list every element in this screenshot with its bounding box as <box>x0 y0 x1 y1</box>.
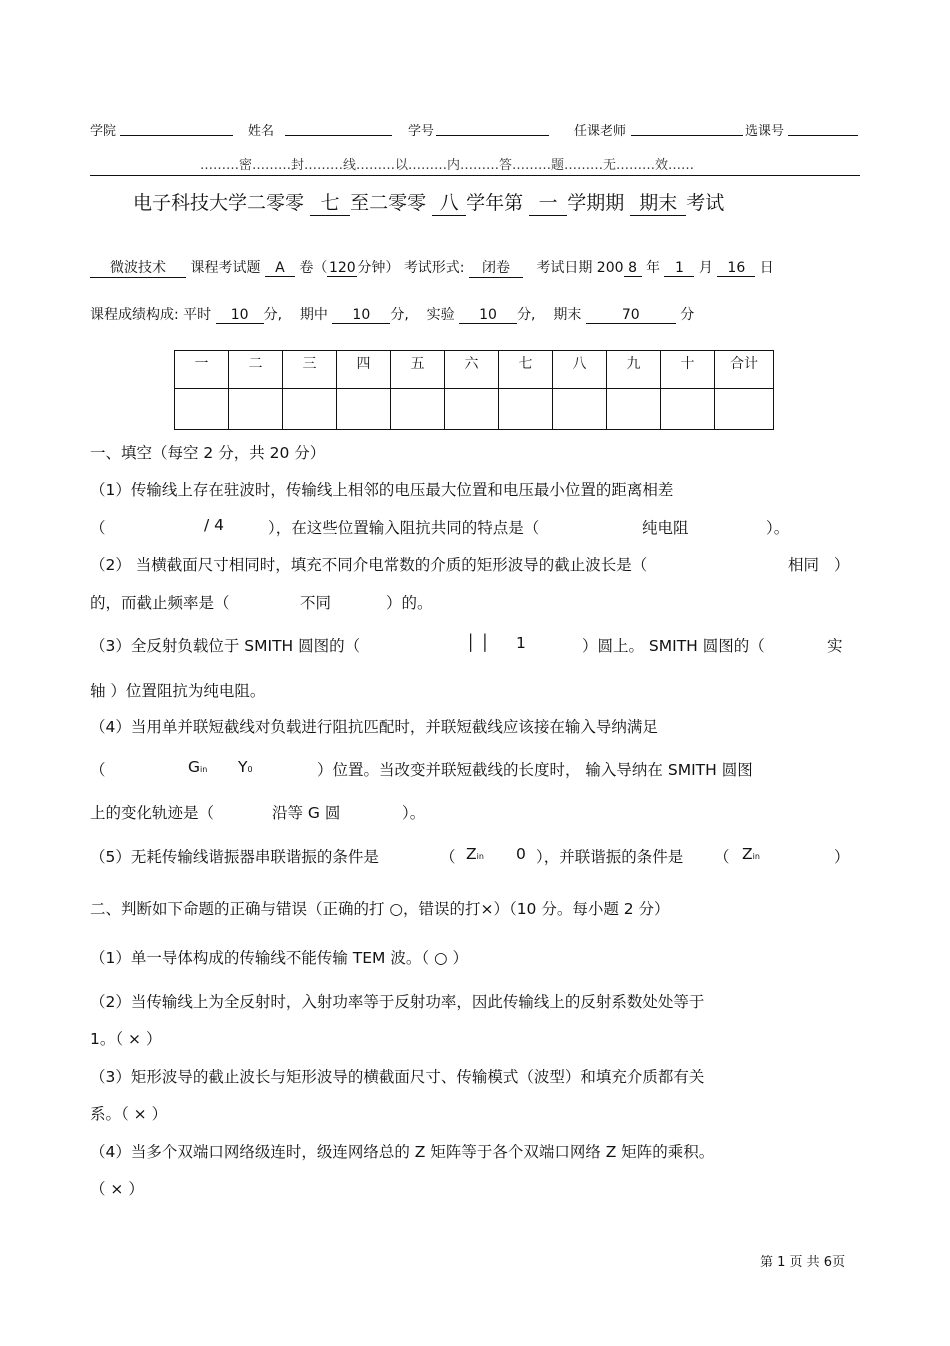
section1-heading: 一、填空（每空 2 分，共 20 分） <box>90 444 326 462</box>
s1-q4-answer2: 沿等 G 圆 <box>272 804 341 822</box>
s1-q5-open1: （ <box>440 848 456 866</box>
grading-mid: 10 <box>332 307 390 324</box>
s2-q2-line2: 1。（ × ） <box>90 1030 162 1048</box>
title-mid2: 学年第 <box>466 192 524 214</box>
score-header-5: 五 <box>391 351 445 389</box>
s1-q2-line2b: ）的。 <box>386 594 433 612</box>
title-year1: 七 <box>310 188 350 216</box>
s2-q1: （1）单一导体构成的传输线不能传输 TEM 波。（ ○ ） <box>90 949 468 967</box>
title-year2: 八 <box>432 188 466 216</box>
s1-q3-abs-bars: │ │ <box>466 634 490 652</box>
s1-q4-open: （ <box>90 761 106 779</box>
score-cell-1[interactable] <box>175 389 229 430</box>
grading-lab-label: 实验 <box>426 307 455 323</box>
grading-final: 70 <box>586 307 676 324</box>
score-header-8: 八 <box>553 351 607 389</box>
s1-q4-g-symbol <box>188 758 207 776</box>
exam-month: 1 <box>664 260 694 277</box>
s1-q3-part2: ）圆上。 SMITH 圆图的（ <box>582 637 765 655</box>
form-label: 考试形式: <box>403 260 465 276</box>
score-table-header-row <box>175 351 774 389</box>
score-header-2: 二 <box>229 351 283 389</box>
s1-q1-open: （ <box>90 519 106 537</box>
s2-q2-line1: （2）当传输线上为全反射时，入射功率等于反射功率，因此传输线上的反射系数处处等于 <box>90 993 705 1011</box>
s1-q5-close: ） <box>834 848 850 866</box>
grading-line <box>90 304 694 324</box>
s1-q4-y-sub: 0 <box>247 765 253 774</box>
s1-q4-g-sub: in <box>200 765 208 774</box>
grading-unit2: 分, <box>390 307 409 323</box>
s1-q1-close: ）。 <box>766 519 790 537</box>
paper-version: A <box>265 260 295 277</box>
year-prefix: 200 <box>596 260 624 276</box>
day-label: 日 <box>759 260 774 276</box>
section2-heading: 二、判断如下命题的正确与错误（正确的打 ○，错误的打×）（10 分。每小题 2 分） <box>90 900 670 918</box>
college-field[interactable] <box>120 135 233 136</box>
s1-q5-z1-symbol <box>466 845 484 863</box>
score-header-6: 六 <box>445 351 499 389</box>
s1-q4-line3b: ）。 <box>402 804 426 822</box>
title-prefix: 电子科技大学二零零 <box>133 192 305 214</box>
teacher-label: 任课老师 <box>574 124 627 139</box>
grading-unit4: 分 <box>680 307 695 323</box>
exam-form: 闭卷 <box>469 257 523 278</box>
s1-q2-answer1: 相同 <box>788 556 820 574</box>
s1-q1-line1: （1）传输线上存在驻波时，传输线上相邻的电压最大位置和电压最小位置的距离相差 <box>90 481 674 499</box>
score-cell-8[interactable] <box>553 389 607 430</box>
score-header-10: 十 <box>661 351 715 389</box>
name-field[interactable] <box>285 135 392 136</box>
s1-q5-open2: （ <box>714 848 730 866</box>
s1-q3-line2: 轴 ）位置阻抗为纯电阻。 <box>90 682 266 700</box>
course-label: 课程考试题 <box>190 260 261 276</box>
s2-q4-line1: （4）当多个双端口网络级连时，级连网络总的 Z 矩阵等于各个双端口网络 Z 矩阵的乘积。 <box>90 1143 715 1161</box>
grading-final-label: 期末 <box>553 307 582 323</box>
s2-q3-line2: 系。（ × ） <box>90 1105 168 1123</box>
exam-info-line <box>90 257 774 278</box>
date-label: 考试日期 <box>536 260 593 276</box>
s1-q4-line3a: 上的变化轨迹是（ <box>90 804 215 822</box>
college-label: 学院 <box>90 124 117 139</box>
s2-q3-line1: （3）矩形波导的截止波长与矩形波导的横截面尺寸、传输模式（波型）和填充介质都有关 <box>90 1068 705 1086</box>
exam-day: 16 <box>717 260 755 277</box>
score-header-4: 四 <box>337 351 391 389</box>
s1-q4-line1: （4）当用单并联短截线对负载进行阻抗匹配时，并联短截线应该接在输入导纳满足 <box>90 718 658 736</box>
minutes-label: 分钟） <box>357 260 400 276</box>
score-table <box>174 350 774 430</box>
s1-q4-y: Y <box>238 758 248 776</box>
month-label: 月 <box>698 260 713 276</box>
s1-q3-answer: 1 <box>516 634 526 652</box>
name-label: 姓名 <box>248 124 275 139</box>
s1-q2-answer2: 不同 <box>300 594 332 612</box>
score-header-1: 一 <box>175 351 229 389</box>
score-cell-2[interactable] <box>229 389 283 430</box>
score-cell-4[interactable] <box>337 389 391 430</box>
s1-q1-answer2: 纯电阻 <box>642 519 689 537</box>
score-header-7: 七 <box>499 351 553 389</box>
grading-regular: 10 <box>216 307 264 324</box>
student-id-label: 学号 <box>408 124 435 139</box>
grading-unit1: 分, <box>263 307 283 323</box>
s1-q2-line2a: 的，而截止频率是（ <box>90 594 230 612</box>
s1-q2-close1: ） <box>834 556 850 574</box>
s1-q5-z2: Z <box>742 845 753 863</box>
s1-q5-part2: ），并联谐振的条件是 <box>536 848 684 866</box>
score-cell-6[interactable] <box>445 389 499 430</box>
s1-q4-y-symbol <box>238 758 253 776</box>
score-header-3: 三 <box>283 351 337 389</box>
title-suffix: 考试 <box>686 192 725 214</box>
s1-q4-mid: ）位置。当改变并联短截线的长度时， 输入导纳在 SMITH 圆图 <box>317 761 753 779</box>
s1-q3-part3: 实 <box>827 637 843 655</box>
score-cell-total[interactable] <box>715 389 774 430</box>
s1-q1-answer1: / 4 <box>204 516 225 534</box>
year-label: 年 <box>645 260 660 276</box>
s1-q5-z2-sub: in <box>752 852 760 861</box>
score-header-9: 九 <box>607 351 661 389</box>
score-cell-5[interactable] <box>391 389 445 430</box>
s1-q5-part1: （5）无耗传输线谐振器串联谐振的条件是 <box>90 848 379 866</box>
s1-q4-g: G <box>188 758 201 776</box>
score-cell-3[interactable] <box>283 389 337 430</box>
score-header-total: 合计 <box>715 351 774 389</box>
score-cell-10[interactable] <box>661 389 715 430</box>
exam-title <box>133 188 724 216</box>
title-mid: 至二零零 <box>350 192 427 214</box>
page-number: 第 1 页 共 6页 <box>760 1255 846 1270</box>
s1-q5-z1: Z <box>466 845 477 863</box>
course-no-field[interactable] <box>788 135 858 136</box>
title-mid3: 学期期 <box>567 192 625 214</box>
s1-q5-z1-sub: in <box>476 852 484 861</box>
s1-q1-mid: ），在这些位置输入阻抗共同的特点是（ <box>268 519 540 537</box>
grading-label: 课程成绩构成: 平时 <box>90 307 212 323</box>
grading-lab: 10 <box>459 307 517 324</box>
s2-q4-line2: （ × ） <box>90 1180 144 1198</box>
s1-q3-part1: （3）全反射负载位于 SMITH 圆图的（ <box>90 637 361 655</box>
course-no-label: 选课号 <box>745 124 785 139</box>
score-cell-7[interactable] <box>499 389 553 430</box>
s1-q2-line1: （2） 当横截面尺寸相同时，填充不同介电常数的介质的矩形波导的截止波长是（ <box>90 556 648 574</box>
s1-q5-z2-symbol <box>742 845 760 863</box>
exam-minutes: 120 <box>328 260 356 276</box>
student-id-field[interactable] <box>436 135 549 136</box>
grading-mid-label: 期中 <box>299 307 328 323</box>
teacher-field[interactable] <box>631 135 743 136</box>
course-name: 微波技术 <box>90 257 186 278</box>
seal-line-text: ………密………封………线………以………内………答………题………无………效…… <box>200 158 694 173</box>
seal-divider <box>90 175 860 176</box>
title-term: 一 <box>529 188 567 216</box>
year-digit: 8 <box>624 260 642 277</box>
score-table-score-row <box>175 389 774 430</box>
paper-label: 卷（ <box>299 260 328 276</box>
score-cell-9[interactable] <box>607 389 661 430</box>
s1-q5-value1: 0 <box>516 845 526 863</box>
title-exam-type: 期末 <box>630 188 686 216</box>
grading-unit3: 分, <box>517 307 536 323</box>
